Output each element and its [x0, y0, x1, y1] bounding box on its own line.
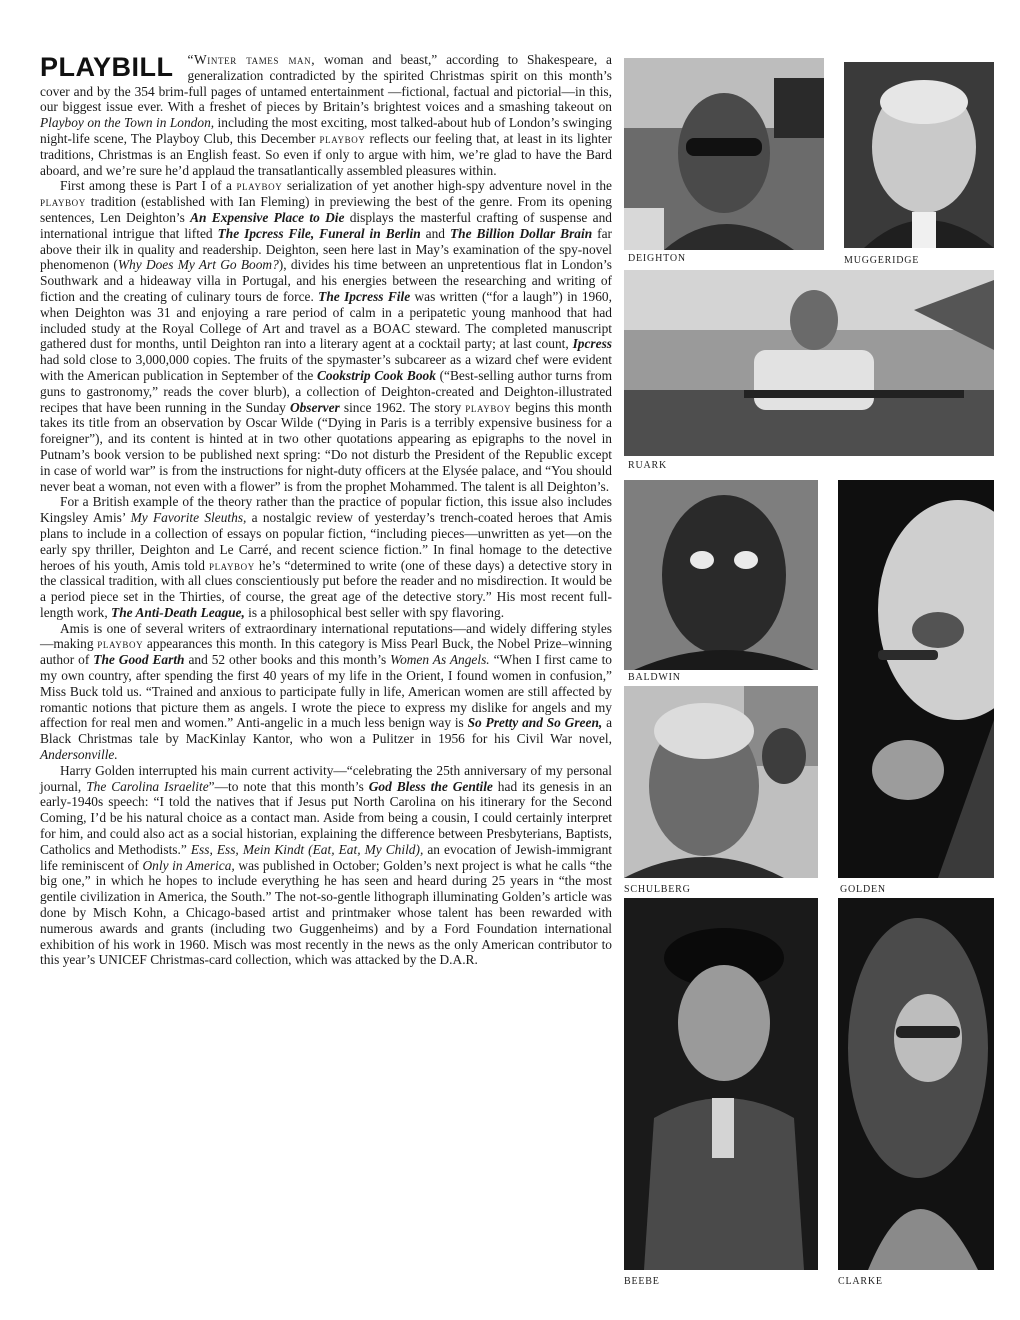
- photo-baldwin: [624, 480, 818, 670]
- paragraph-1: “Winter tames man, woman and beast,” according to Shakespeare, a generalization contradicted by the spirited Christmas spirit on this month’s cover and by the 354 brim-full pages of untamed entertainment —fictional, factual and pictorial—in this, our biggest issue ever. With a freshet of pieces by Britain’s brightest voices and a smashing takeout on Playboy on the Town in London, including the most exciting, most talked-about hub of London’s swinging night-life scene, The Playboy Club, this December playboy reflects our feeling that, at least in its lighter traditions, Christmas is an English feast. So even if only to argue with him, we’re glad to have the Bard aboard, and we’re sure he’d applaud the transatlantically assembled pleasures within.: [40, 52, 612, 178]
- paragraph-3: For a British example of the theory rather than the practice of popular fiction, this issue also includes Kingsley Amis’ My Favorite Sleuths, a nostalgic review of yesterday’s trench-coated heroes that Amis plans to include in a collection of essays on popular fiction, “including pieces—unwritten as yet—on the early spy thriller, Deighton and Le Carré, and recent science fiction.” In final homage to the detective heroes of his youth, Amis told playboy he’s “determined to write (one of these days) a detective story in the classical tradition, with all clues conscientiously put before the reader and no misdirection. It would be a period piece set in the Thirties, of course, the great age of the detective story.” His most recent full-length work, The Anti-Death League, is a philosophical best seller with spy flavoring.: [40, 494, 613, 620]
- caption-muggeridge: MUGGERIDGE: [844, 255, 920, 266]
- photo-clarke: [838, 898, 994, 1270]
- masthead-title: PLAYBILL: [40, 52, 174, 82]
- paragraph-5: Harry Golden interrupted his main current activity—“celebrating the 25th anniversary of my personal journal, The Carolina Israelite”—to note that this month’s God Bless the Gentile had its genesis in an early-1940s speech: “I told the natives that if Jesus put North Carolina on his itinerary for the Second Coming, I’d be his natural choice as a contact man. Aside from being a cousin, I could certainly interpret for him, and could also act as a social historian, explaining the difference between Presbyterians, Baptists, Catholics and Methodists.” Ess, Ess, Mein Kindt (Eat, Eat, My Child), an evocation of Jewish-immigrant life reminiscent of Only in America, was published in October; Golden’s next project is what he calls “the big one,” in which he hopes to include everything he has seen and heard during 25 years in “the most gentile civilization in America, the South.” The not-so-gentle lithograph illuminating Golden’s article was done by Misch Kohn, a Chicago-based artist and printmaker whose talent has been rewarded with numerous awards and grants (including two Guggenheims) and by a Ford Foundation international exhibition of his work in 1960. Misch was most recently in the news as the only American contributor to this year’s UNICEF Christmas-card collection, which was attacked by the D.A.R.: [40, 762, 612, 968]
- caption-golden: GOLDEN: [840, 884, 886, 895]
- photo-ruark: [624, 270, 994, 456]
- paragraph-4: Amis is one of several writers of extraordinary international reputations—and widely differing styles—making playboy appearances this month. In this category is Miss Pearl Buck, the Nobel Prize–winning author of The Good Earth and 52 other books and this month’s Women As Angels. “When I first came to my own country, after spending the first 40 years of my life in the Orient, I found women in confusion,” Miss Buck told us. “Trained and anxious to participate fully in life, American women are still affected by romantic notions that picture them as angels. I wrote the piece to express my dislike for angels and my affection for real men and women.” Anti-angelic in a much less benign way is So Pretty and So Green, a Black Christmas tale by MacKinlay Kantor, who won a Pulitzer in 1956 for his Civil War novel, Andersonville.: [40, 620, 613, 763]
- caption-schulberg: SCHULBERG: [624, 884, 691, 895]
- caption-ruark: RUARK: [628, 460, 668, 471]
- caption-beebe: BEEBE: [624, 1276, 660, 1287]
- photo-deighton: [624, 58, 824, 250]
- photo-beebe: [624, 898, 818, 1270]
- caption-clarke: CLARKE: [838, 1276, 883, 1287]
- photo-muggeridge: [844, 62, 994, 248]
- paragraph-2: First among these is Part I of a playboy serialization of yet another high-spy adventure novel in the playboy tradition (established with Ian Fleming) in previewing the best of the genre. From its opening sentences, Len Deighton’s An Expensive Place to Die displays the masterful crafting of suspense and international intrigue that lifted The Ipcress File, Funeral in Berlin and The Billion Dollar Brain far above their ilk in quality and readership. Deighton, seen here last in May’s examination of the spy-novel phenomenon (Why Does My Art Go Boom?), divides his time between an unpretentious flat in London’s Southwark and a hideaway villa in Portugal, and his energies between the researching and writing of fiction and the creating of culinary tours de force. The Ipcress File was written (“for a laugh”) in 1960, when Deighton was 31 and enjoying a rare period of calm in a peripatetic young manhood that had included study at the Royal College of Art and travel as a BOAC steward. The completed manuscript gathered dust for months, until Deighton ran into a literary agent at a cocktail party; at last count, Ipcress had sold close to 3,000,000 copies. The fruits of the spymaster’s subcareer as a wizard chef were evident with the American publication in September of the Cookstrip Cook Book (“Best-selling author turns from guns to gastronomy,” reads the cover blurb), a collection of Deighton-created and Deighton-illustrated recipes that have been running in the Sunday Observer since 1962. The story playboy begins this month takes its title from an observation by Oscar Wilde (“Dying in Paris is a terribly expensive business for a foreigner”), and its content is hinted at in two other quotations appearing as epigraphs to the novel in Putnam’s book version to be published next spring: “Do not disturb the President of the Republic except in case of world war” is from the instructions for night-duty officers at the Elysée palace, and “You should never beat a woman, not even with a flower” is from the prophet Mohammed. The talent is all Deighton’s.: [40, 178, 612, 494]
- photo-golden: [838, 480, 994, 878]
- caption-baldwin: BALDWIN: [628, 672, 681, 683]
- article-body: [40, 52, 612, 968]
- caption-deighton: DEIGHTON: [628, 253, 686, 264]
- photo-schulberg: [624, 686, 818, 878]
